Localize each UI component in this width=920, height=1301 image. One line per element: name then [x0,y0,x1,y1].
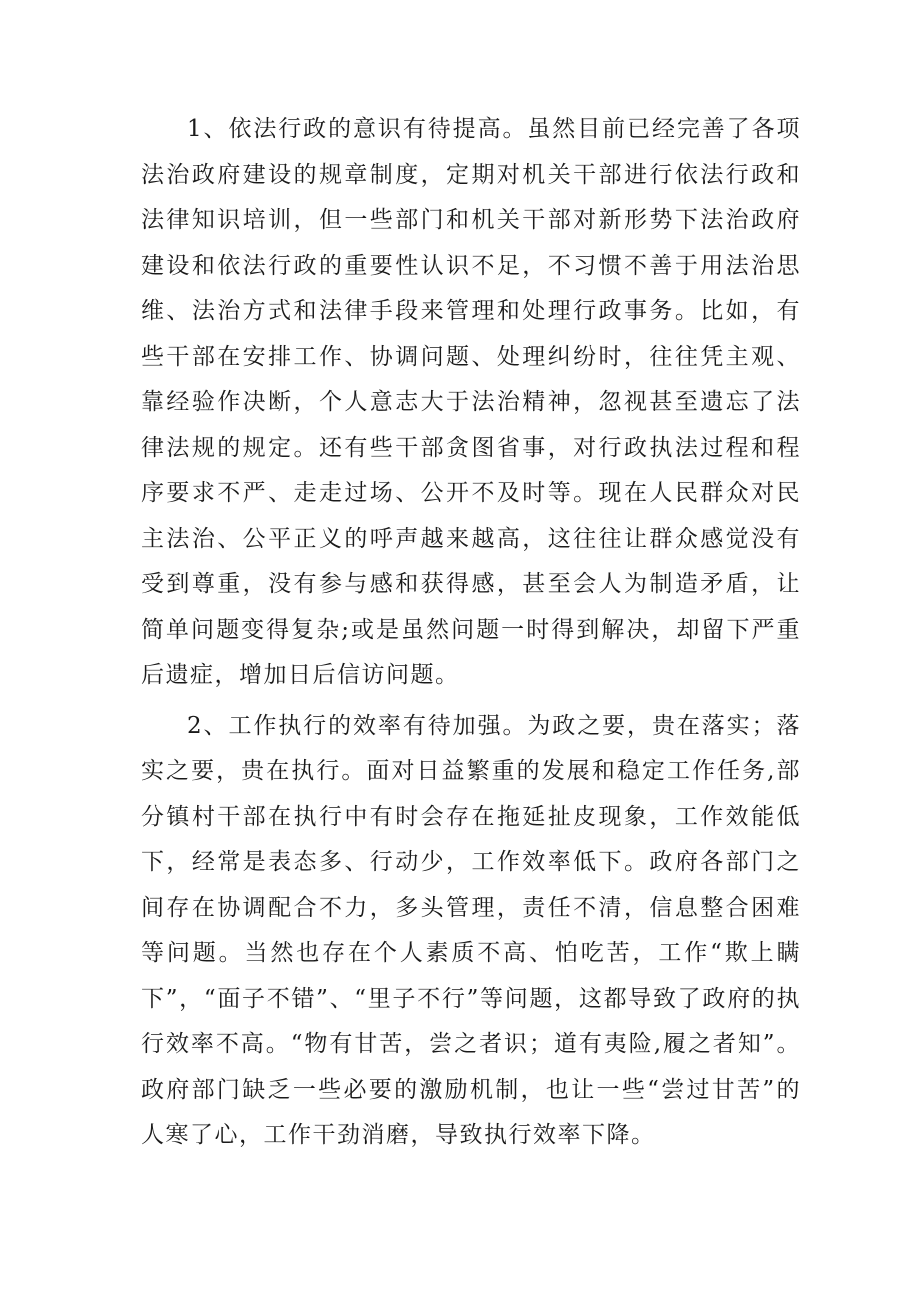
paragraph-1: 1、依法行政的意识有待提高。虽然目前已经完善了各项法治政府建设的规章制度，定期对机关干部进行依法行政和法律知识培训，但一些部门和机关干部对新形势下法治政府建设和依法行政的重要性认识不足，不习惯不善于用法治思维、法治方式和法律手段来管理和处理行政事务。比如，有些干部在安排工作、协调问题、处理纠纷时，往往凭主观、靠经验作决断，个人意志大于法治精神，忽视甚至遗忘了法律法规的规定。还有些干部贪图省事，对行政执法过程和程序要求不严、走走过场、公开不及时等。现在人民群众对民主法治、公平正义的呼声越来越高，这往往让群众感觉没有受到尊重，没有参与感和获得感，甚至会人为制造矛盾，让简单问题变得复杂;或是虽然问题一时得到解决，却留下严重后遗症，增加日后信访问题。 [141,116,801,688]
document-body [141,107,801,1159]
paragraph-2: 2、工作执行的效率有待加强。为政之要，贵在落实；落实之要，贵在执行。面对日益繁重的发展和稳定工作任务,部分镇村干部在执行中有时会存在拖延扯皮现象，工作效能低下，经常是表态多、行动少，工作效率低下。政府各部门之间存在协调配合不力，多头管理，责任不清，信息整合困难等问题。当然也存在个人素质不高、怕吃苦，工作“欺上瞒下”，“面子不错”、“里子不行”等问题，这都导致了政府的执行效率不高。“物有甘苦，尝之者识；道有夷险,履之者知”。政府部门缺乏一些必要的激励机制，也让一些“尝过甘苦”的人寒了心，工作干劲消磨，导致执行效率下降。 [141,712,801,1148]
